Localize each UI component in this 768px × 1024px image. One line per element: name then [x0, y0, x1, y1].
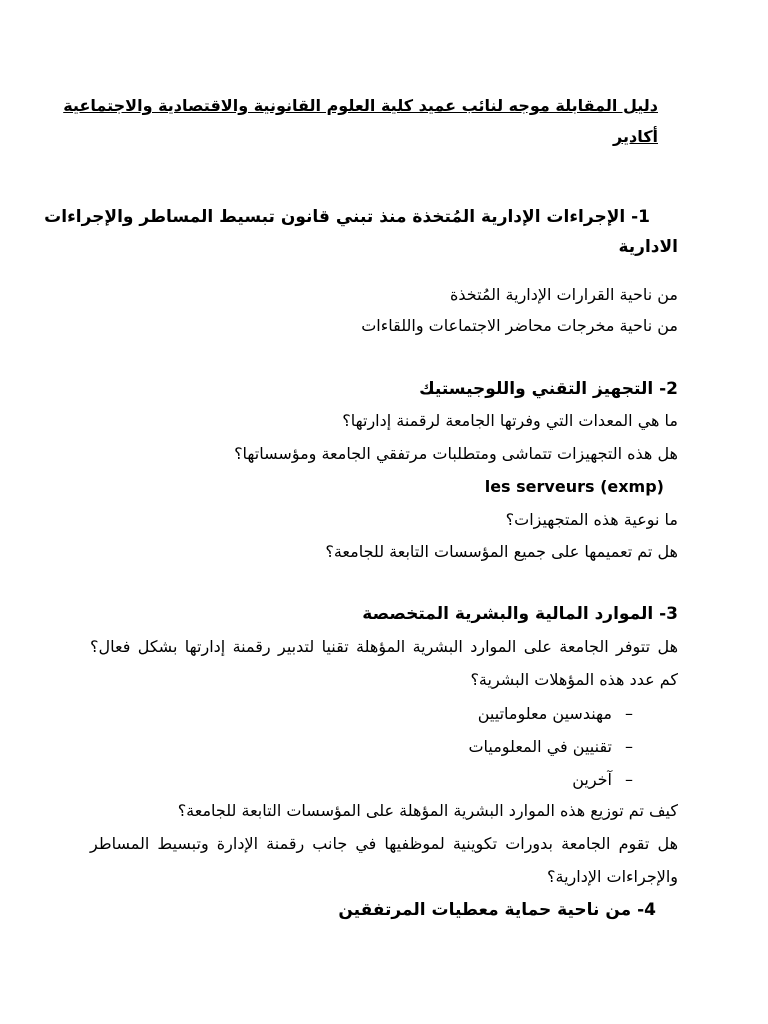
section3-heading: 3- الموارد المالية والبشرية المتخصصة	[362, 604, 678, 624]
section2-example: les serveurs (exmp)	[484, 477, 664, 496]
section1-line-2: من ناحية مخرجات محاضر الاجتماعات واللقاءات	[361, 316, 678, 335]
section3-question-1: هل تتوفر الجامعة على الموارد البشرية المؤهلة تقنيا لتدبير رقمنة إدارتها بشكل فعال؟	[90, 637, 678, 656]
section2-heading: 2- التجهيز التقني واللوجيستيك	[419, 379, 678, 399]
list-item-text: آخرين	[572, 770, 612, 789]
list-item	[468, 736, 646, 758]
bullet-dash: –	[625, 737, 633, 756]
section1-heading-line1: 1- الإجراءات الإدارية المُتخذة منذ تبني قانون تبسيط المساطر والإجراءات	[44, 207, 650, 227]
section4-heading: 4- من ناحية حماية معطيات المرتفقين	[338, 900, 656, 920]
document-title-line2: أكادير	[613, 127, 658, 146]
section3-question-4-line1: هل تقوم الجامعة بدورات تكوينية لموظفيها في جانب رقمنة الإدارة وتبسيط المساطر	[90, 834, 678, 853]
document-title-line1: دليل المقابلة موجه لنائب عميد كلية العلوم القانونية والاقتصادية والاجتماعية	[63, 96, 658, 115]
section3-question-3: كيف تم توزيع هذه الموارد البشرية المؤهلة على المؤسسات التابعة للجامعة؟	[177, 801, 678, 820]
bullet-dash: –	[625, 770, 633, 789]
section3-question-4-line2: والإجراءات الإدارية؟	[547, 867, 678, 886]
section2-question-4: هل تم تعميمها على جميع المؤسسات التابعة للجامعة؟	[325, 542, 678, 561]
section2-question-1: ما هي المعدات التي وفرتها الجامعة لرقمنة إدارتها؟	[342, 411, 678, 430]
section2-question-2: هل هذه التجهيزات تتماشى ومتطلبات مرتفقي الجامعة ومؤسساتها؟	[234, 444, 678, 463]
section2-question-3: ما نوعية هذه المتجهيزات؟	[505, 510, 678, 529]
list-item-text: تقنيين في المعلوميات	[468, 737, 612, 756]
section1-heading-line2: الادارية	[618, 237, 678, 257]
list-item	[478, 703, 646, 725]
section3-question-2: كم عدد هذه المؤهلات البشرية؟	[470, 670, 678, 689]
bullet-dash: –	[625, 704, 633, 723]
section1-line-1: من ناحية القرارات الإدارية المُتخذة	[449, 285, 678, 304]
list-item	[572, 769, 646, 791]
list-item-text: مهندسين معلوماتيين	[477, 704, 612, 723]
